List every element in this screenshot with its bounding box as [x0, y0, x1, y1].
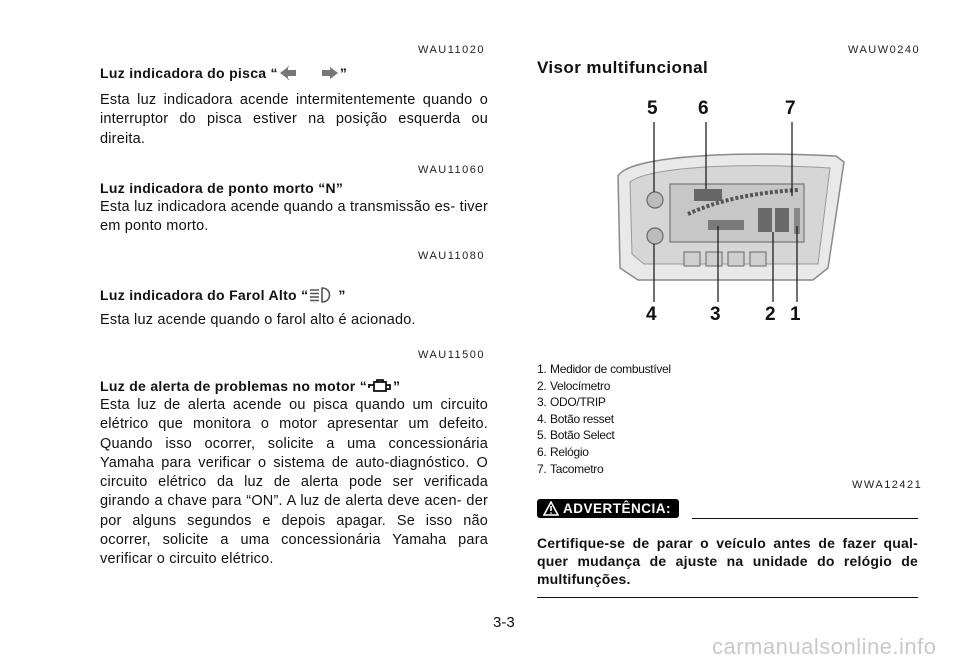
warning-bottom-rule — [537, 597, 918, 598]
callout-3: 3 — [710, 304, 721, 325]
heading-quote-close: ” — [339, 65, 348, 82]
turn-signal-heading — [100, 65, 347, 84]
watermark: carmanualsonline.info — [712, 634, 937, 659]
component-list — [537, 361, 671, 477]
page-number: 3-3 — [493, 614, 515, 631]
engine-warning-body: Esta luz de alerta acende ou pisca quando um circuito elétrico que monitora o motor apresentar um defeito. Quando isso ocorrer, solicite a uma concessionária Yamaha para verificar o sistema de auto-diagnóstico. O circuito elétrico da luz de alerta pode ser verificada girando a chave para “ON”. A luz de alerta deve acen- der por alguns segundos e depois apagar. Se isso não ocorrer, solicite a uma concessionária Yamaha para verificar o circuito elétrico. — [100, 397, 488, 568]
callout-7: 7 — [785, 98, 796, 119]
heading-text: Luz de alerta de problemas no motor “ — [100, 378, 368, 395]
section-code-wauw0240: WAUW0240 — [848, 44, 921, 56]
section-code-wau11500: WAU11500 — [418, 349, 486, 361]
neutral-heading: Luz indicadora de ponto morto “N” — [100, 180, 344, 196]
neutral-body: Esta luz indicadora acende quando a transmissão es- tiver em ponto morto. — [100, 199, 488, 235]
callout-4: 4 — [646, 304, 657, 325]
warning-badge-label: ADVERTÊNCIA: — [563, 501, 672, 516]
list-item: 4. Botão resset — [537, 411, 614, 426]
high-beam-body: Esta luz acende quando o farol alto é acionado. — [100, 312, 416, 328]
section-code-wau11020: WAU11020 — [418, 44, 486, 56]
heading-text: Luz indicadora do Farol Alto “ — [100, 287, 309, 304]
section-code-wwa12421: WWA12421 — [852, 479, 923, 491]
engine-warning-icon — [367, 378, 393, 397]
callout-1: 1 — [790, 304, 801, 325]
warning-triangle-icon — [543, 501, 559, 519]
list-item: 1. Medidor de combustível — [537, 362, 671, 376]
list-item: 3. ODO/TRIP — [537, 395, 606, 410]
heading-quote-close: ” — [393, 378, 401, 395]
section-title: Visor multifuncional — [537, 58, 709, 77]
list-item: 5. Botão Select — [537, 428, 615, 443]
callout-2: 2 — [765, 304, 776, 325]
callout-6: 6 — [698, 98, 709, 119]
turn-signal-arrows-icon — [278, 65, 340, 84]
engine-warning-heading — [100, 378, 400, 397]
turn-signal-body: Esta luz indicadora acende intermitentemente quando o interruptor do pisca estiver na posição esquerda ou direita. — [100, 92, 488, 147]
list-item: 2. Velocímetro — [537, 378, 611, 393]
warning-rule — [692, 518, 918, 519]
high-beam-heading — [100, 286, 346, 307]
heading-quote-close: ” — [338, 287, 346, 304]
warning-badge — [537, 499, 679, 518]
section-code-wau11060: WAU11060 — [418, 164, 486, 176]
section-code-wau11080: WAU11080 — [418, 250, 486, 262]
warning-text: Certifique-se de parar o veículo antes de fazer qual- quer mudança de ajuste na unidade do relógio de multifunções. — [537, 535, 918, 587]
callout-5: 5 — [647, 98, 658, 119]
list-item: 7. Tacometro — [537, 461, 604, 476]
multifunction-display-figure — [608, 96, 848, 331]
high-beam-icon — [308, 286, 338, 307]
list-item: 6. Relógio — [537, 444, 589, 459]
heading-text: Luz indicadora do pisca “ — [100, 65, 278, 82]
